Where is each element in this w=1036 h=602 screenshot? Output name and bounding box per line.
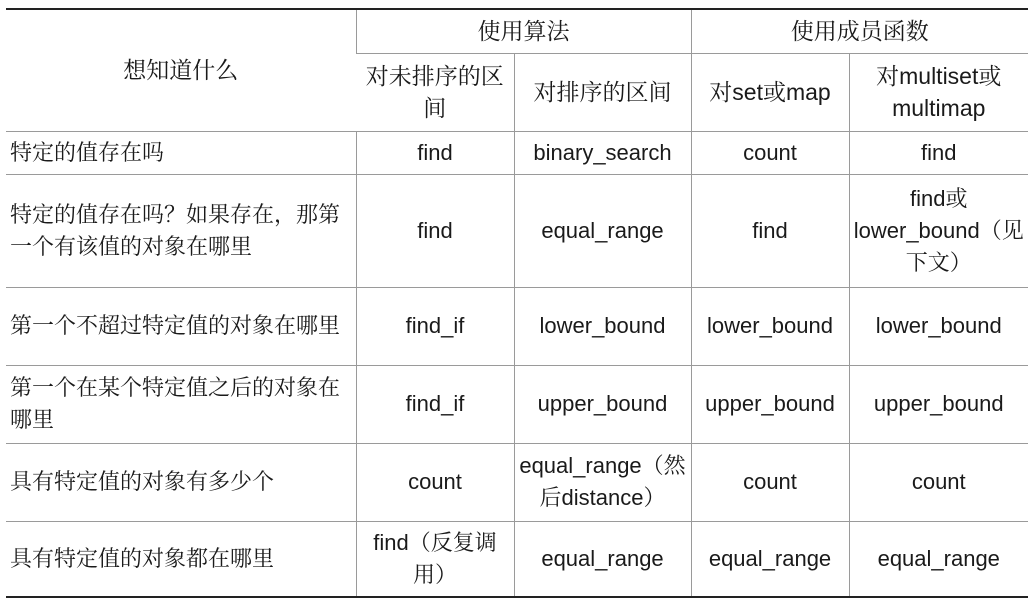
header-row-groups: [6, 9, 1028, 53]
multi-cell: find或lower_bound（见下文）: [849, 174, 1028, 287]
unsorted-cell: find: [356, 131, 514, 174]
header-question: 想知道什么: [6, 9, 356, 131]
multi-cell: equal_range: [849, 521, 1028, 597]
set-map-cell: count: [691, 443, 849, 521]
multi-cell: lower_bound: [849, 287, 1028, 365]
unsorted-cell: find: [356, 174, 514, 287]
sorted-cell: equal_range: [514, 521, 691, 597]
header-unsorted-range: 对未排序的区间: [356, 53, 514, 131]
sorted-cell: equal_range（然后distance）: [514, 443, 691, 521]
question-cell: 第一个不超过特定值的对象在哪里: [6, 287, 356, 365]
sorted-cell: binary_search: [514, 131, 691, 174]
table-row: [6, 131, 1028, 174]
question-cell: 特定的值存在吗？如果存在，那第一个有该值的对象在哪里: [6, 174, 356, 287]
header-group-member-functions: 使用成员函数: [691, 9, 1028, 53]
question-cell: 特定的值存在吗: [6, 131, 356, 174]
multi-cell: upper_bound: [849, 365, 1028, 443]
header-set-or-map: 对set或map: [691, 53, 849, 131]
header-multiset-or-multimap: 对multiset或multimap: [849, 53, 1028, 131]
unsorted-cell: find（反复调用）: [356, 521, 514, 597]
question-cell: 第一个在某个特定值之后的对象在哪里: [6, 365, 356, 443]
set-map-cell: count: [691, 131, 849, 174]
header-group-algorithm: 使用算法: [356, 9, 691, 53]
question-cell: 具有特定值的对象都在哪里: [6, 521, 356, 597]
sorted-cell: equal_range: [514, 174, 691, 287]
table-row: [6, 174, 1028, 287]
table-row: [6, 287, 1028, 365]
table-row: [6, 443, 1028, 521]
set-map-cell: lower_bound: [691, 287, 849, 365]
algorithm-comparison-table: [6, 8, 1028, 598]
question-cell: 具有特定值的对象有多少个: [6, 443, 356, 521]
table-row: [6, 521, 1028, 597]
header-sorted-range: 对排序的区间: [514, 53, 691, 131]
unsorted-cell: find_if: [356, 287, 514, 365]
multi-cell: find: [849, 131, 1028, 174]
multi-cell: count: [849, 443, 1028, 521]
sorted-cell: lower_bound: [514, 287, 691, 365]
set-map-cell: equal_range: [691, 521, 849, 597]
unsorted-cell: count: [356, 443, 514, 521]
unsorted-cell: find_if: [356, 365, 514, 443]
table-row: [6, 365, 1028, 443]
set-map-cell: upper_bound: [691, 365, 849, 443]
set-map-cell: find: [691, 174, 849, 287]
sorted-cell: upper_bound: [514, 365, 691, 443]
